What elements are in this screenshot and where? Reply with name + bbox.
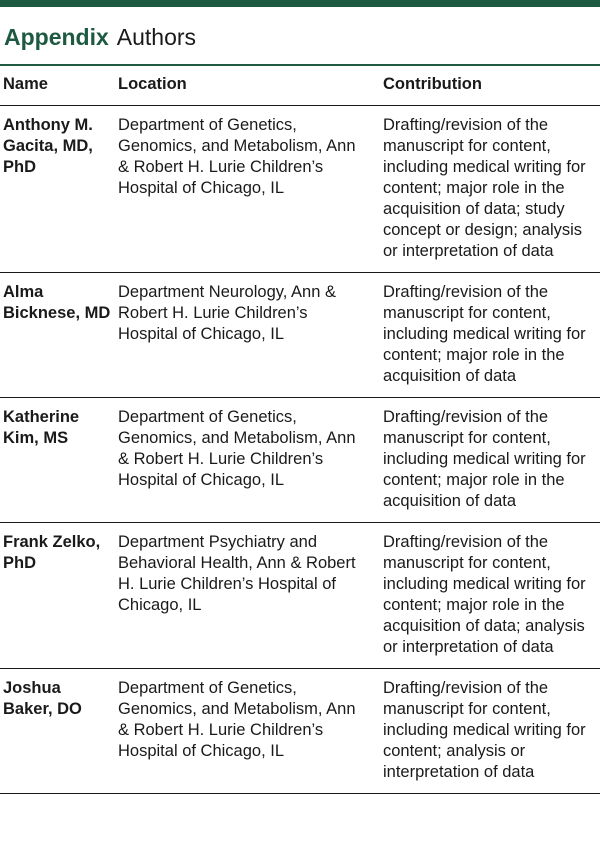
author-location: Department Psychiatry and Behavioral Health, Ann & Robert H. Lurie Children’s Hospital of Chicago, IL — [118, 523, 383, 669]
author-name: Anthony M. Gacita, MD, PhD — [0, 106, 118, 273]
table-row — [0, 669, 600, 794]
table-row — [0, 523, 600, 669]
author-contribution: Drafting/revision of the manuscript for content, including medical writing for content; analysis or interpretation of data — [383, 669, 600, 794]
author-contribution: Drafting/revision of the manuscript for content, including medical writing for content; major role in the acquisition of data — [383, 273, 600, 398]
author-name: Frank Zelko, PhD — [0, 523, 118, 669]
author-name: Joshua Baker, DO — [0, 669, 118, 794]
top-accent-bar — [0, 0, 600, 7]
table-row — [0, 273, 600, 398]
table-header-row — [0, 65, 600, 106]
author-location: Department of Genetics, Genomics, and Metabolism, Ann & Robert H. Lurie Children’s Hospital of Chicago, IL — [118, 669, 383, 794]
author-name: Katherine Kim, MS — [0, 398, 118, 523]
column-header-name: Name — [0, 65, 118, 106]
authors-table — [0, 64, 600, 794]
author-name: Alma Bicknese, MD — [0, 273, 118, 398]
author-contribution: Drafting/revision of the manuscript for content, including medical writing for content; major role in the acquisition of data — [383, 398, 600, 523]
author-location: Department Neurology, Ann & Robert H. Lurie Children’s Hospital of Chicago, IL — [118, 273, 383, 398]
author-contribution: Drafting/revision of the manuscript for content, including medical writing for content; major role in the acquisition of data; analysis or interpretation of data — [383, 523, 600, 669]
author-contribution: Drafting/revision of the manuscript for content, including medical writing for content; major role in the acquisition of data; study concept or design; analysis or interpretation of data — [383, 106, 600, 273]
title-appendix: Appendix — [4, 24, 109, 50]
title-authors: Authors — [116, 24, 197, 50]
page-title — [4, 22, 196, 52]
column-header-contribution: Contribution — [383, 65, 600, 106]
table-row — [0, 106, 600, 273]
author-location: Department of Genetics, Genomics, and Metabolism, Ann & Robert H. Lurie Children’s Hospital of Chicago, IL — [118, 398, 383, 523]
table-row — [0, 398, 600, 523]
author-location: Department of Genetics, Genomics, and Metabolism, Ann & Robert H. Lurie Children’s Hospital of Chicago, IL — [118, 106, 383, 273]
column-header-location: Location — [118, 65, 383, 106]
